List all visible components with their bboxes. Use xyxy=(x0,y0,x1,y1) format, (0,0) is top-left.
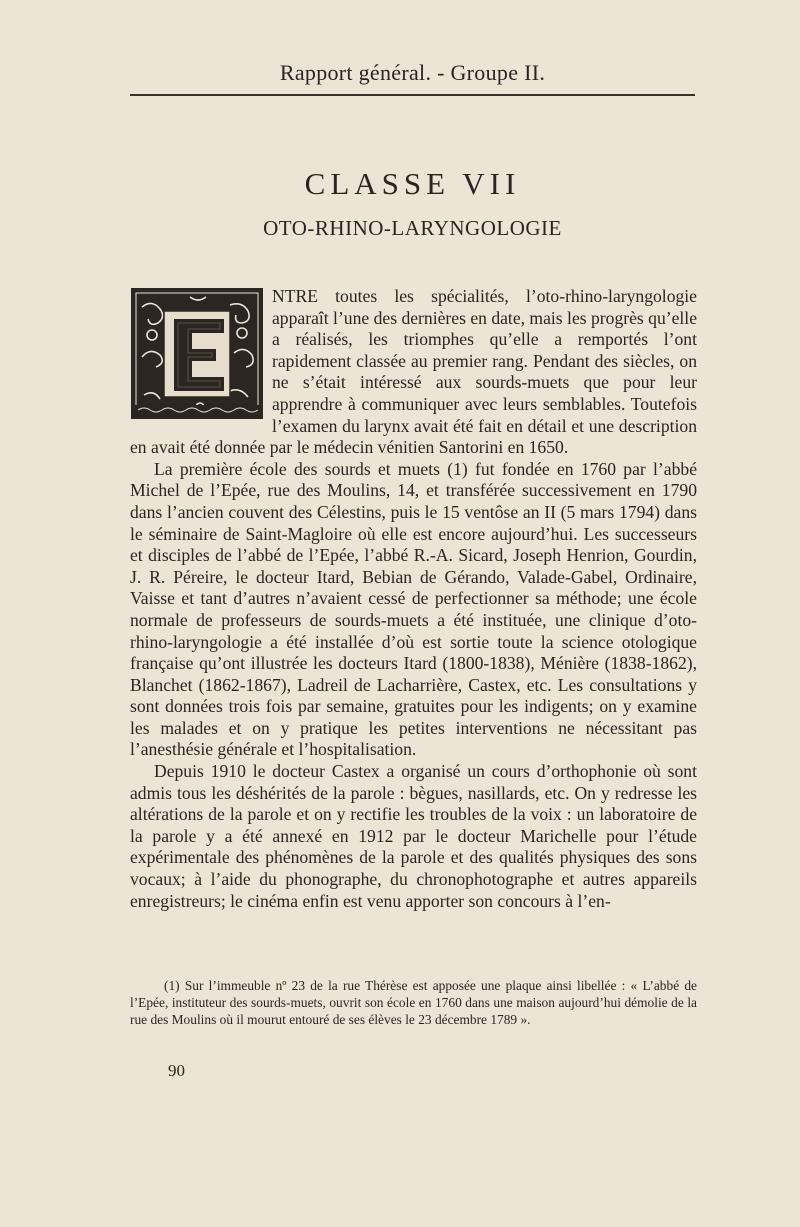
page-number: 90 xyxy=(168,1061,185,1080)
paragraph-1: NTRE toutes les spécialités, l’oto-rhino-laryngologie apparaît l’une des dernières en date, mais les progrès qu’elle a réalisés, les triomphes qu’elle a remportés l’ont rapidement classée au premier rang. Pendant des siècles, on ne s’était intéressé aux sourds-muets que pour leur apprendre à communiquer avec leurs semblables. Toutefois l’examen du larynx avait été fait en détail et une description en avait été donnée par le médecin vénitien Santorini en 1650. xyxy=(130,286,698,458)
paragraph-3: Depuis 1910 le docteur Castex a organisé un cours d’orthophonie où sont admis tous les déshérités de la parole : bègues, nasillards, etc. On y redresse les altérations de la parole et on y rectifie les troubles de la voix : un laboratoire de la parole y a été annexé en 1912 par le docteur Marichelle pour l’étude expérimentale des phénomènes de la parole et des qualités physiques des sons vocaux; à l’aide du phonographe, du chronophotographe et autres appareils enregistreurs; le cinéma enfin est venu apporter son concours à l’en- xyxy=(130,761,697,911)
footnote xyxy=(130,977,697,1029)
running-title: Rapport général. - Groupe II. xyxy=(279,60,546,85)
ornamental-initial xyxy=(130,287,264,420)
ornamental-initial-e-icon xyxy=(130,287,264,420)
section-subtitle: OTO-RHINO-LARYNGOLOGIE xyxy=(263,216,562,240)
body-text xyxy=(130,286,697,912)
header-rule xyxy=(130,94,695,96)
section-title: CLASSE VII xyxy=(304,166,521,201)
paragraph-2: La première école des sourds et muets (1) fut fondée en 1760 par l’abbé Michel de l’Epée, rue des Moulins, 14, et transférée successivement en 1790 dans l’ancien couvent des Célestins, puis le 15 ventôse an II (5 mars 1794) dans le séminaire de Saint-Magloire où elle est encore aujourd’hui. Les successeurs et disciples de l’abbé de l’Epée, l’abbé R.-A. Sicard, Joseph Henrion, Gourdin, J. R. Péreire, le docteur Itard, Bebian de Gérando, Valade-Gabel, Ordinaire, Vaisse et tant d’autres n’avaient cessé de perfectionner sa méthode; une école normale de professeurs de sourds-muets a été instituée, une clinique d’oto-rhino-laryngologie a été installée d’où est sortie toute la science otologique française qu’ont illustrée les docteurs Itard (1800-1838), Ménière (1838-1862), Blanchet (1862-1867), Ladreil de Lacharrière, Castex, etc. Les consultations y sont données trois fois par semaine, gratuites pour les indigents; on y examine les malades et on y pratique les petites interventions ne nécessitant pas l’anesthésie générale et l’hospitalisation. xyxy=(130,458,697,760)
footnote-text: (1) Sur l’immeuble nº 23 de la rue Thérèse est apposée une plaque ainsi libellée : « L’abbé de l’Epée, instituteur des sourds-muets, ouvrit son école en 1760 dans une maison aujourd’hui démolie de la rue des Moulins où il mourut entouré de ses élèves le 23 décembre 1789 ». xyxy=(130,978,697,1028)
